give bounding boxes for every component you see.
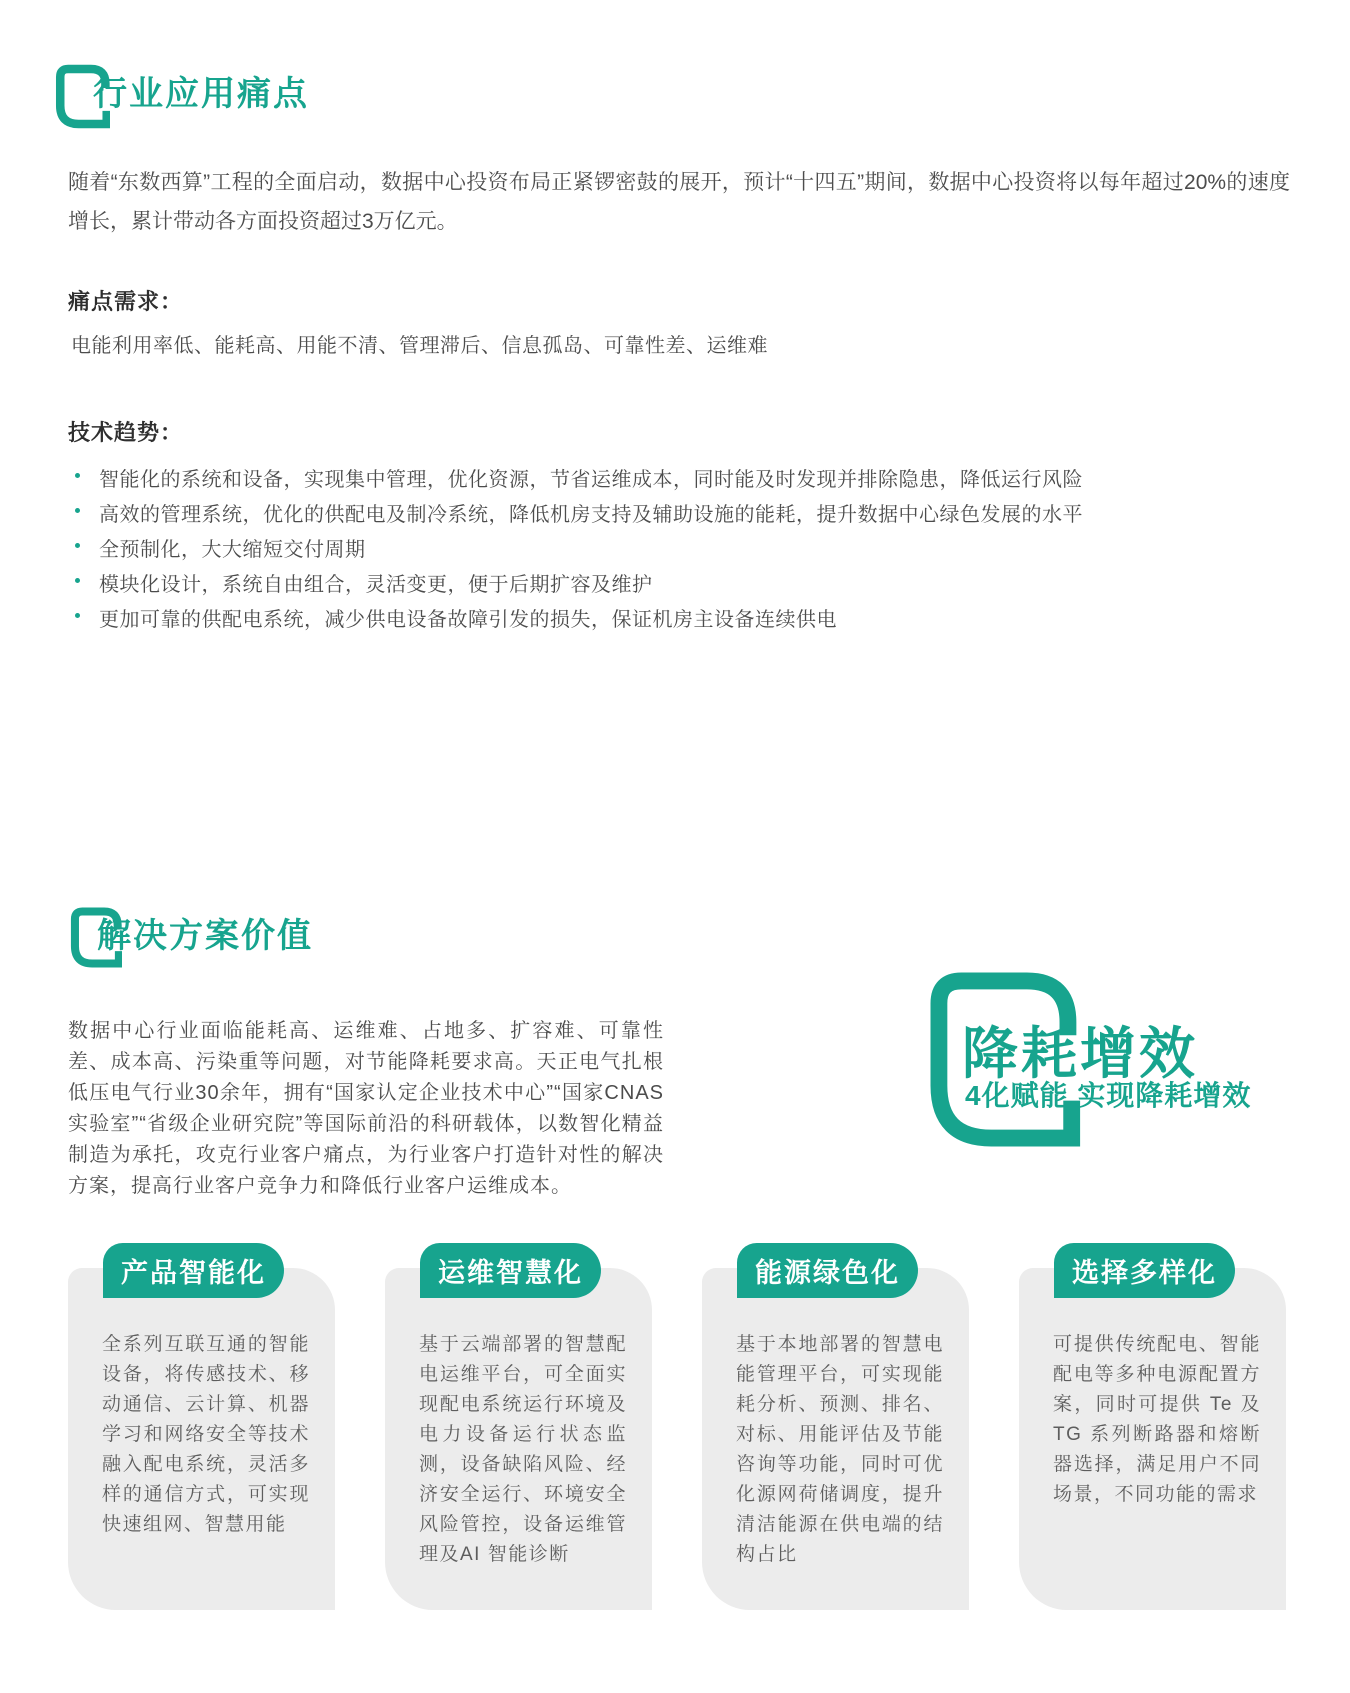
bullet-dot-icon	[75, 473, 80, 478]
card-body-text: 基于云端部署的智慧配电运维平台，可全面实现配电系统运行环境及电力设备运行状态监测，设备缺陷风险、经济安全运行、环境安全风险管控，设备运维管理及AI 智能诊断	[419, 1334, 627, 1565]
tech-trend-list	[70, 463, 1170, 638]
pain-demand-text: 电能利用率低、能耗高、用能不清、管理滞后、信息孤岛、可靠性差、运维难	[71, 335, 768, 357]
card-title-banner: 运维智慧化	[420, 1243, 601, 1298]
value-card-smart-operation	[385, 1258, 652, 1610]
trend-item	[70, 603, 1170, 638]
bullet-dot-icon	[75, 508, 80, 513]
callout-title: 降耗增效	[962, 1022, 1198, 1085]
bullet-dot-icon	[75, 613, 80, 618]
card-title-banner: 产品智能化	[103, 1243, 284, 1298]
trend-item	[70, 498, 1170, 533]
card-body-text: 全系列互联互通的智能设备，将传感技术、移动通信、云计算、机器学习和网络安全等技术融入配电系统，灵活多样的通信方式，可实现快速组网、智慧用能	[102, 1334, 310, 1535]
value-card-product-intelligence	[68, 1258, 335, 1610]
callout-subtitle: 4化赋能 实现降耗增效	[965, 1080, 1252, 1111]
trend-item	[70, 533, 1170, 568]
card-body-text: 基于本地部署的智慧电能管理平台，可实现能耗分析、预测、排名、对标、用能评估及节能咨询等功能，同时可优化源网荷储调度，提升清洁能源在供电端的结构占比	[736, 1334, 944, 1565]
trend-item	[70, 463, 1170, 498]
section-title-pain-points: 行业应用痛点	[93, 75, 309, 113]
trend-item-text: 模块化设计，系统自由组合，灵活变更，便于后期扩容及维护	[99, 574, 653, 596]
value-card-green-energy	[702, 1258, 969, 1610]
trend-item-text: 智能化的系统和设备，实现集中管理，优化资源，节省运维成本，同时能及时发现并排除隐患，降低运行风险	[99, 469, 1083, 491]
bullet-dot-icon	[75, 543, 80, 548]
card-body-text: 可提供传统配电、智能配电等多种电源配置方案，同时可提供 Te 及 TG 系列断路器和熔断器选择，满足用户不同场景，不同功能的需求	[1053, 1334, 1261, 1505]
trend-item-text: 全预制化，大大缩短交付周期	[99, 539, 366, 561]
section-title-solution-value: 解决方案价值	[97, 917, 313, 955]
value-card-diverse-choice	[1019, 1258, 1286, 1610]
card-title-banner: 选择多样化	[1054, 1243, 1235, 1298]
card-title-banner: 能源绿色化	[737, 1243, 918, 1298]
pain-demand-label: 痛点需求：	[68, 289, 184, 314]
tech-trend-label: 技术趋势：	[68, 420, 184, 445]
bullet-dot-icon	[75, 578, 80, 583]
solution-value-paragraph: 数据中心行业面临能耗高、运维难、占地多、扩容难、可靠性差、成本高、污染重等问题，对节能降耗要求高。天正电气扎根低压电气行业30余年，拥有“国家认定企业技术中心”“国家CNAS实验室”“省级企业研究院”等国际前沿的科研载体，以数智化精益制造为承托，攻克行业客户痛点，为行业客户打造针对性的解决方案，提高行业客户竞争力和降低行业客户运维成本。	[68, 1020, 664, 1197]
trend-item-text: 更加可靠的供配电系统，减少供电设备故障引发的损失，保证机房主设备连续供电	[99, 609, 837, 631]
intro-paragraph: 随着“东数西算”工程的全面启动，数据中心投资布局正紧锣密鼓的展开，预计“十四五”期间，数据中心投资将以每年超过20%的速度增长，累计带动各方面投资超过3万亿元。	[68, 171, 1290, 233]
trend-item-text: 高效的管理系统，优化的供配电及制冷系统，降低机房支持及辅助设施的能耗，提升数据中心绿色发展的水平	[99, 504, 1083, 526]
trend-item	[70, 568, 1170, 603]
